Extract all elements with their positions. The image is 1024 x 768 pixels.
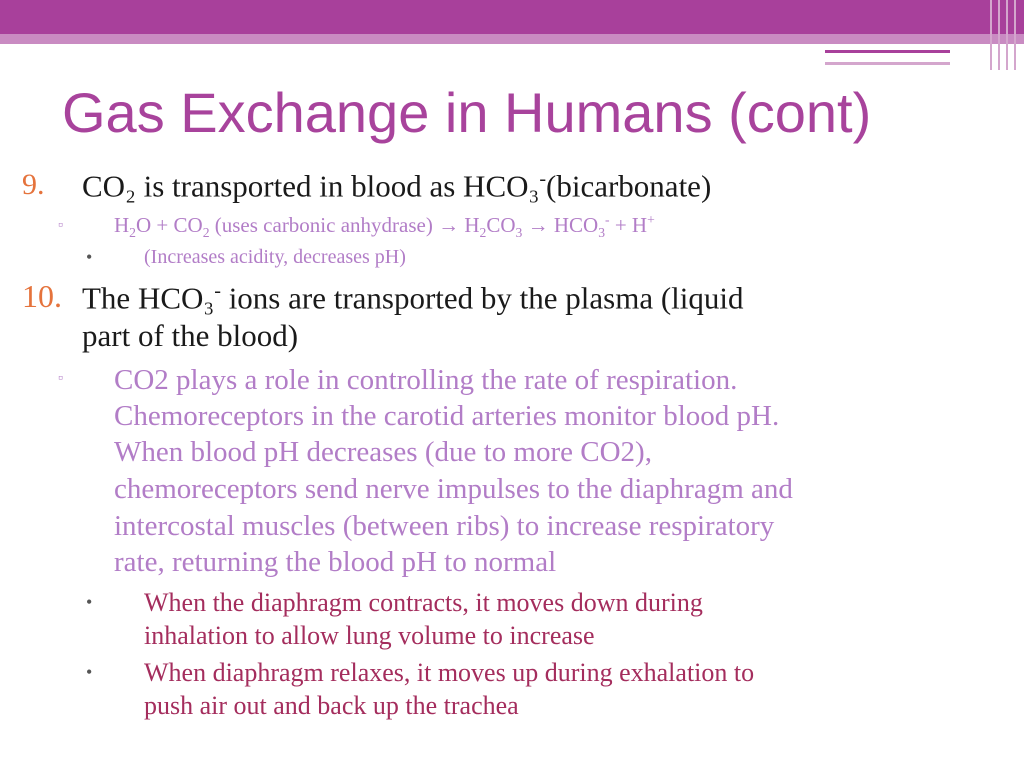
paragraph-line: intercostal muscles (between ribs) to increase respiratory <box>114 510 775 542</box>
bullet-line: When the diaphragm contracts, it moves down during <box>144 588 703 617</box>
list-number: 9. <box>22 168 45 201</box>
list-item-10-continued: part of the blood) <box>82 318 299 353</box>
dot-bullet-icon: • <box>86 247 93 267</box>
paragraph-line: CO2 plays a role in controlling the rate of respiration. <box>114 364 738 396</box>
dot-bullet-icon: • <box>86 662 93 682</box>
arrow-right-icon: → <box>527 213 549 237</box>
bullet-line: push air out and back up the trachea <box>144 691 519 720</box>
list-item-9: CO₂ is transported in blood as HCO₃-(bicarbonate) <box>82 168 712 204</box>
paragraph-line: chemoreceptors send nerve impulses to the diaphragm and <box>114 473 793 505</box>
bullet-line: When diaphragm relaxes, it moves up during exhalation to <box>144 658 755 687</box>
arrow-right-icon: → <box>438 213 460 237</box>
square-bullet-icon: ▫ <box>58 371 63 386</box>
equation-line: $H_2O + CO_2$ (uses carbonic anhydrase) → $H_2CO_3 \to HCO_3^- + H^+$ <box>114 212 655 241</box>
slide-title: Gas Exchange in Humans (cont) <box>62 81 872 144</box>
paragraph-line: When blood pH decreases (due to more CO2), <box>114 436 652 468</box>
note-line: (Increases acidity, decreases pH) <box>144 246 406 268</box>
paragraph-line: rate, returning the blood pH to normal <box>114 546 557 578</box>
list-number: 10. <box>22 278 62 314</box>
paragraph-line: Chemoreceptors in the carotid arteries monitor blood pH. <box>114 400 780 432</box>
bullet-line: inhalation to allow lung volume to increase <box>144 621 595 650</box>
square-bullet-icon: ▫ <box>58 218 63 233</box>
list-item-10: The HCO₃- ions are transported by the plasma (liquid <box>82 280 744 316</box>
dot-bullet-icon: • <box>86 592 93 612</box>
